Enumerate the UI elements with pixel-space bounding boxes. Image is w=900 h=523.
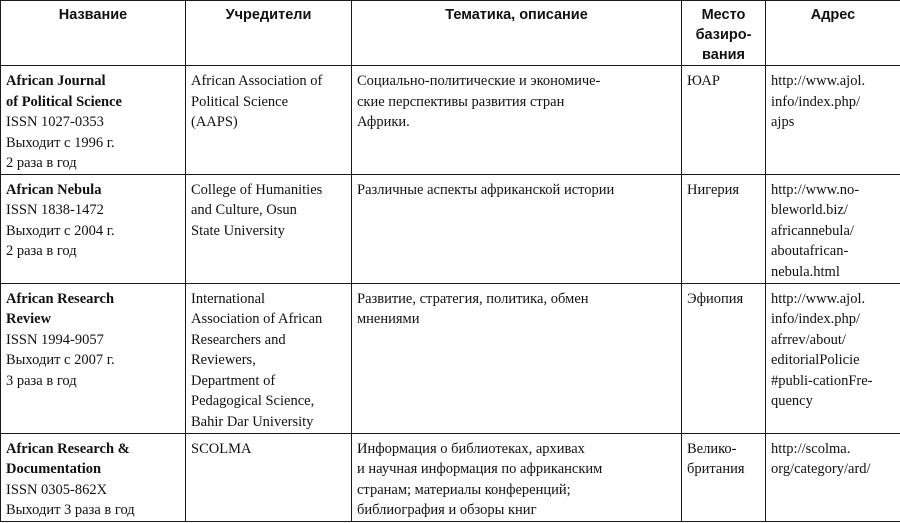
address-line: #publi-cationFre- [771, 372, 873, 389]
topic-line: Развитие, стратегия, политика, обмен [357, 290, 589, 307]
founders-line: State University [191, 222, 285, 239]
cell-location [682, 174, 766, 283]
name-line: ISSN 0305-862X [6, 481, 108, 498]
header-topic: Тематика, описание [352, 1, 682, 66]
name-line: African Research & [6, 440, 130, 457]
name-line: ISSN 1838-1472 [6, 202, 104, 218]
cell-address [766, 433, 900, 521]
founders-line: (AAPS) [191, 114, 238, 130]
founders-line: Researchers and [191, 331, 286, 348]
name-line: African Journal [6, 73, 106, 89]
address-line: afrrev/about/ [771, 331, 846, 348]
cell-topic [352, 283, 682, 433]
founders-line: Bahir Dar University [191, 413, 314, 430]
address-line: info/index.php/ [771, 311, 861, 327]
name-line: Выходит с 1996 г. [6, 134, 115, 151]
name-line: 2 раза в год [6, 155, 77, 171]
table-row [1, 174, 900, 283]
name-line: Review [6, 311, 52, 327]
location-line: Нигерия [687, 181, 740, 198]
table-row [1, 283, 900, 433]
header-location [682, 1, 766, 66]
location-line: британия [687, 461, 745, 477]
table-row [1, 66, 900, 175]
founders-line: International [191, 290, 266, 307]
cell-topic [352, 174, 682, 283]
cell-location [682, 283, 766, 433]
founders-line: SCOLMA [191, 440, 252, 457]
founders-line: Department of [191, 372, 276, 389]
cell-name [1, 174, 186, 283]
founders-line: Political Science [191, 93, 289, 110]
topic-line: мнениями [357, 311, 420, 327]
topic-line: странам; материалы конференций; [357, 481, 571, 498]
cell-founders [186, 433, 352, 521]
address-line: http://www.ajol. [771, 290, 866, 307]
header-location-line: Место [701, 7, 746, 23]
address-line: aboutafrican- [771, 243, 849, 259]
founders-line: Reviewers, [191, 352, 256, 368]
topic-line: Социально-политические и экономиче- [357, 73, 601, 89]
topic-line: Различные аспекты африканской истории [357, 181, 615, 198]
name-line: Выходит 3 раза в год [6, 502, 135, 518]
founders-line: Pedagogical Science, [191, 393, 315, 409]
name-line: ISSN 1994-9057 [6, 331, 104, 348]
topic-line: Африки. [357, 114, 410, 130]
address-line: africannebula/ [771, 222, 854, 239]
table-row [1, 433, 900, 521]
cell-location [682, 433, 766, 521]
address-line: quency [771, 393, 813, 409]
cell-location [682, 66, 766, 175]
name-line: African Nebula [6, 181, 102, 198]
cell-topic [352, 66, 682, 175]
address-line: info/index.php/ [771, 93, 861, 110]
cell-address [766, 283, 900, 433]
topic-line: ские перспективы развития стран [357, 93, 565, 110]
header-row [1, 1, 900, 66]
address-line: http://www.no- [771, 181, 860, 198]
name-line: of Political Science [6, 93, 122, 110]
cell-address [766, 174, 900, 283]
address-line: org/category/ard/ [771, 461, 871, 477]
founders-line: and Culture, Osun [191, 202, 297, 218]
name-line: Выходит с 2004 г. [6, 222, 115, 239]
header-location-line: вания [702, 47, 745, 63]
name-line: Выходит с 2007 г. [6, 352, 115, 368]
address-line: http://scolma. [771, 440, 851, 457]
address-line: editorialPolicie [771, 352, 860, 368]
cell-topic [352, 433, 682, 521]
cell-founders [186, 66, 352, 175]
name-line: Documentation [6, 461, 102, 477]
address-line: ajps [771, 114, 795, 130]
location-line: ЮАР [687, 73, 720, 89]
name-line: African Research [6, 290, 115, 307]
cell-founders [186, 174, 352, 283]
topic-line: библиография и обзоры книг [357, 502, 537, 518]
cell-founders [186, 283, 352, 433]
cell-name [1, 66, 186, 175]
cell-name [1, 433, 186, 521]
cell-name [1, 283, 186, 433]
header-name: Название [1, 1, 186, 66]
founders-line: African Association of [191, 73, 323, 89]
name-line: 2 раза в год [6, 243, 77, 259]
topic-line: Информация о библиотеках, архивах [357, 440, 585, 457]
header-founders: Учредители [186, 1, 352, 66]
address-line: nebula.html [771, 263, 840, 280]
founders-line: College of Humanities [191, 181, 323, 198]
cell-address [766, 66, 900, 175]
founders-line: Association of African [191, 311, 323, 327]
topic-line: и научная информация по африканским [357, 461, 603, 477]
location-line: Эфиопия [687, 290, 744, 307]
name-line: 3 раза в год [6, 372, 77, 389]
address-line: http://www.ajol. [771, 73, 866, 89]
location-line: Велико- [687, 440, 737, 457]
header-location-line: базиро- [695, 27, 752, 43]
name-line: ISSN 1027-0353 [6, 114, 104, 130]
address-line: bleworld.biz/ [771, 202, 848, 218]
header-address: Адрес [766, 1, 900, 66]
